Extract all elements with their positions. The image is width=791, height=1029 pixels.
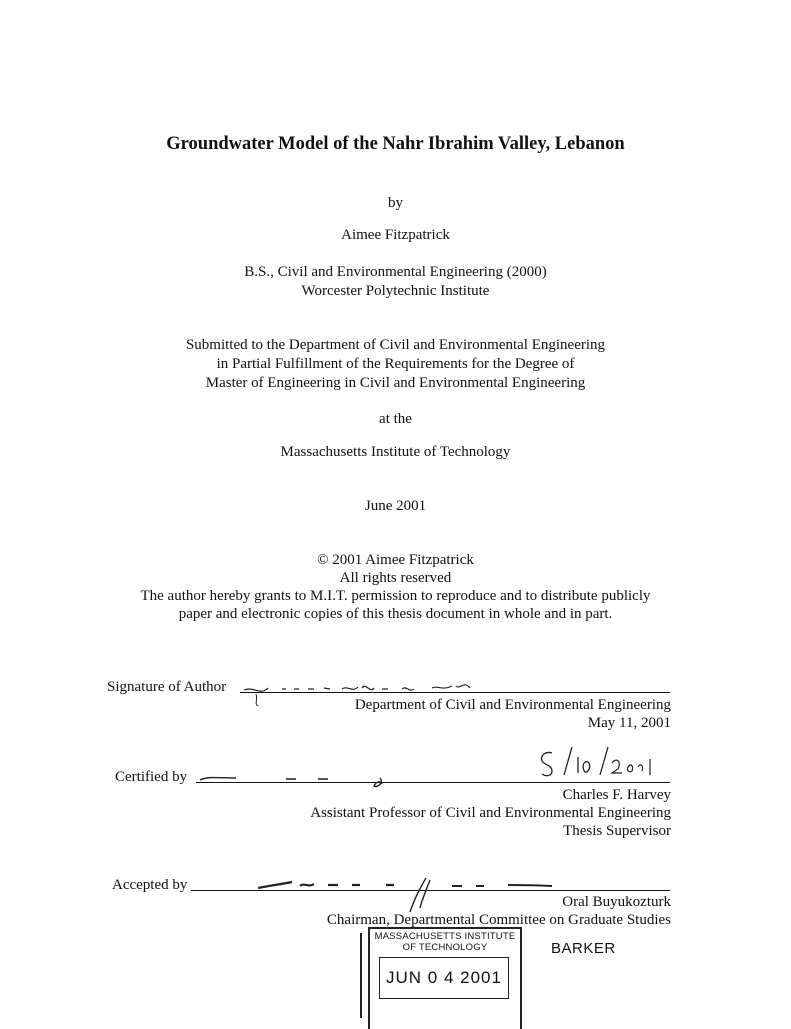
signature-date: May 11, 2001 [587,715,671,731]
submitted-line-3: Master of Engineering in Civil and Environmental Engineering [205,375,586,391]
submitted-line-1: Submitted to the Department of Civil and Environmental Engineering [185,337,606,353]
by-text: by [388,195,403,211]
submission-date: June 2001 [364,498,427,514]
submitted-line-2: in Partial Fulfillment of the Requirements for the Degree of [216,356,575,372]
degree-line-1: B.S., Civil and Environmental Engineering (2000) [244,264,547,280]
certifier-name: Charles F. Harvey [562,787,671,803]
signature-department: Department of Civil and Environmental Engineering [354,697,671,713]
barker-label: BARKER [551,940,616,957]
acceptor-name: Oral Buyukozturk [562,894,671,910]
institution-name: Massachusetts Institute of Technology [280,444,511,460]
rights-line: All rights reserved [339,570,452,586]
accepted-label: Accepted by [112,877,188,893]
author-name: Aimee Fitzpatrick [341,227,450,243]
certified-label: Certified by [115,769,188,785]
certifier-title: Assistant Professor of Civil and Environmental Engineering [310,805,671,821]
library-stamp [368,927,522,1029]
certifier-role: Thesis Supervisor [563,823,671,839]
certified-signature-scribble [198,770,398,794]
certified-handwritten-date [538,745,668,785]
stamp-outer-border [360,933,362,1018]
grant-line-1: The author hereby grants to M.I.T. permission to reproduce and to distribute publicly [140,588,651,604]
acceptor-title: Chairman, Departmental Committee on Graduate Studies [326,912,671,928]
thesis-title: Groundwater Model of the Nahr Ibrahim Valley, Lebanon [166,134,625,154]
at-the-text: at the [379,411,412,427]
copyright-line: © 2001 Aimee Fitzpatrick [317,552,474,568]
signature-label: Signature of Author [107,679,227,695]
degree-line-2: Worcester Polytechnic Institute [301,283,490,299]
stamp-technology-line: OF TECHNOLOGY [402,942,488,953]
grant-line-2: paper and electronic copies of this thesis document in whole and in part. [178,606,613,622]
accepted-signature-scribble [256,876,556,916]
stamp-date: JUN 0 4 2001 [379,957,509,999]
stamp-institute-line: MASSACHUSETTS INSTITUTE [374,931,516,942]
